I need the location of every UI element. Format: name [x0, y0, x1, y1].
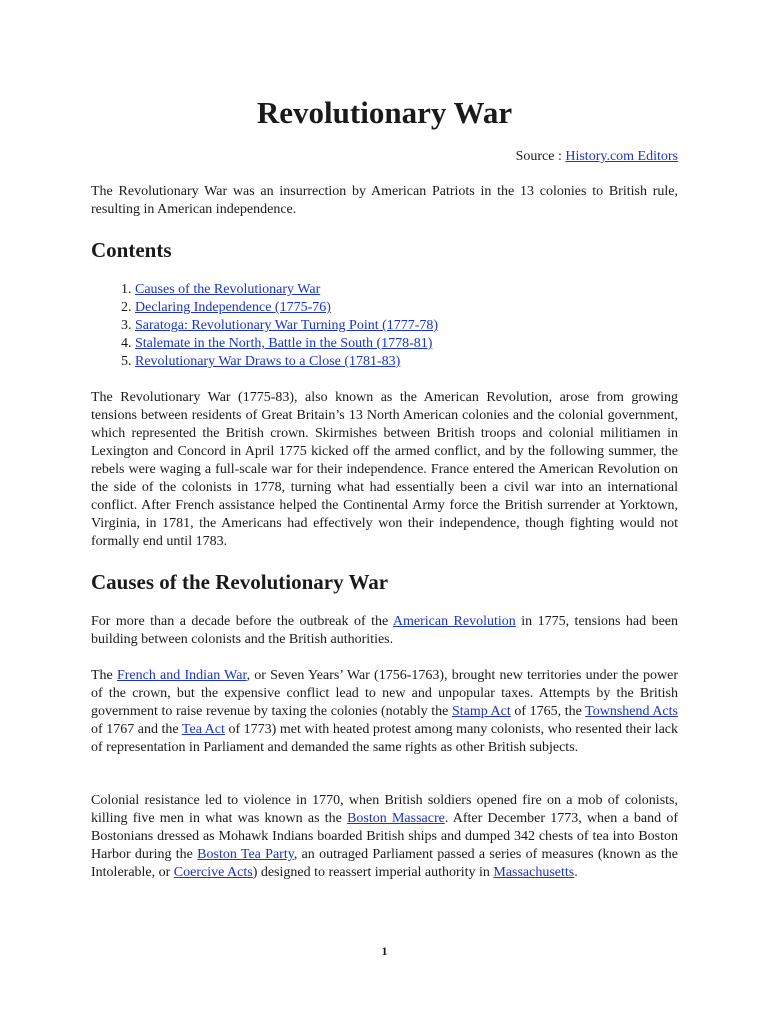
text-run: in 1775, tensions had been building between colonists and the British authorities.: [91, 614, 679, 647]
contents-item: [135, 317, 438, 335]
contents-item: [135, 335, 438, 353]
text-run: .: [574, 865, 578, 880]
text-run: , or Seven Years’ War (1756-1763), brought new territories under the power of the crown, but the expensive conflict lead to new and unpopular taxes. Attempts by the British government to raise revenue by taxing the colonies (notably the: [91, 668, 678, 719]
overview-paragraph: The Revolutionary War (1775-83), also known as the American Revolution, arose from growing tensions between residents of Great Britain’s 13 North American colonies and the colonial government, which represented the British crown. Skirmishes between British troops and colonial militiamen in Lexington and Concord in April 1775 kicked off the armed conflict, and by the following summer, the rebels were waging a full-scale war for their independence. France entered the American Revolution on the side of the colonists in 1778, turning what had essentially been a civil war into an international conflict. After French assistance helped the Continental Army force the British surrender at Yorktown, Virginia, in 1781, the Americans had effectively won their independence, though fighting would not formally end until 1783.: [91, 390, 678, 549]
boston-tea-party-link[interactable]: Boston Tea Party: [197, 847, 294, 862]
text-run: of 1767 and the: [91, 722, 182, 737]
intro-paragraph: The Revolutionary War was an insurrection by American Patriots in the 13 colonies to British rule, resulting in American independence.: [91, 184, 678, 217]
stamp-act-link[interactable]: Stamp Act: [451, 704, 511, 719]
contents-item: [135, 353, 438, 371]
document-title: Revolutionary War: [256, 95, 513, 130]
text-run: Colonial resistance led to violence in 1770, when British soldiers opened fire on a mob of colonists, killing five men in what was known as the: [91, 793, 678, 826]
text-run: For more than a decade before the outbreak of the: [91, 614, 393, 629]
contents-item: [135, 299, 438, 317]
contents-link-close[interactable]: Revolutionary War Draws to a Close (1781-83): [135, 354, 401, 369]
contents-link-causes[interactable]: Causes of the Revolutionary War: [135, 282, 321, 297]
source-label: Source :: [515, 149, 566, 164]
causes-heading: Causes of the Revolutionary War: [91, 570, 389, 594]
document-page: [91, 0, 678, 1024]
tea-act-link[interactable]: Tea Act: [181, 722, 225, 737]
causes-paragraph-2: [91, 667, 678, 757]
massachusetts-link[interactable]: Massachusetts: [493, 865, 575, 880]
contents-item: [135, 281, 438, 299]
text-run: ) designed to reassert imperial authority in: [252, 865, 494, 880]
contents-link-saratoga[interactable]: Saratoga: Revolutionary War Turning Point (1777-78): [135, 318, 439, 333]
townshend-acts-link[interactable]: Townshend Acts: [585, 704, 678, 719]
french-indian-war-link[interactable]: French and Indian War: [116, 668, 247, 683]
page-number: 1: [381, 944, 388, 958]
contents-link-stalemate[interactable]: Stalemate in the North, Battle in the South (1778-81): [135, 336, 433, 351]
contents-link-declaring-independence[interactable]: Declaring Independence (1775-76): [135, 300, 331, 315]
source-link[interactable]: History.com Editors: [565, 149, 678, 164]
contents-list: [91, 281, 438, 371]
causes-paragraph-1: [91, 613, 678, 649]
american-revolution-link[interactable]: American Revolution: [392, 614, 516, 629]
causes-paragraph-3: [91, 792, 678, 882]
source-line: [91, 148, 678, 166]
contents-heading: Contents: [91, 238, 172, 262]
text-run: . After December 1773, when a band of Bostonians dressed as Mohawk Indians boarded British ships and dumped 342 chests of tea into Boston Harbor during the: [91, 811, 678, 862]
text-run: , an outraged Parliament passed a series of measures (known as the Intolerable, or: [91, 847, 678, 880]
text-run: of 1765, the: [510, 704, 586, 719]
text-run: of 1773) met with heated protest among many colonists, who resented their lack of representation in Parliament and demanded the same rights as other British subjects.: [91, 722, 679, 755]
coercive-acts-link[interactable]: Coercive Acts: [173, 865, 253, 880]
text-run: The: [91, 668, 117, 683]
boston-massacre-link[interactable]: Boston Massacre: [347, 811, 445, 826]
